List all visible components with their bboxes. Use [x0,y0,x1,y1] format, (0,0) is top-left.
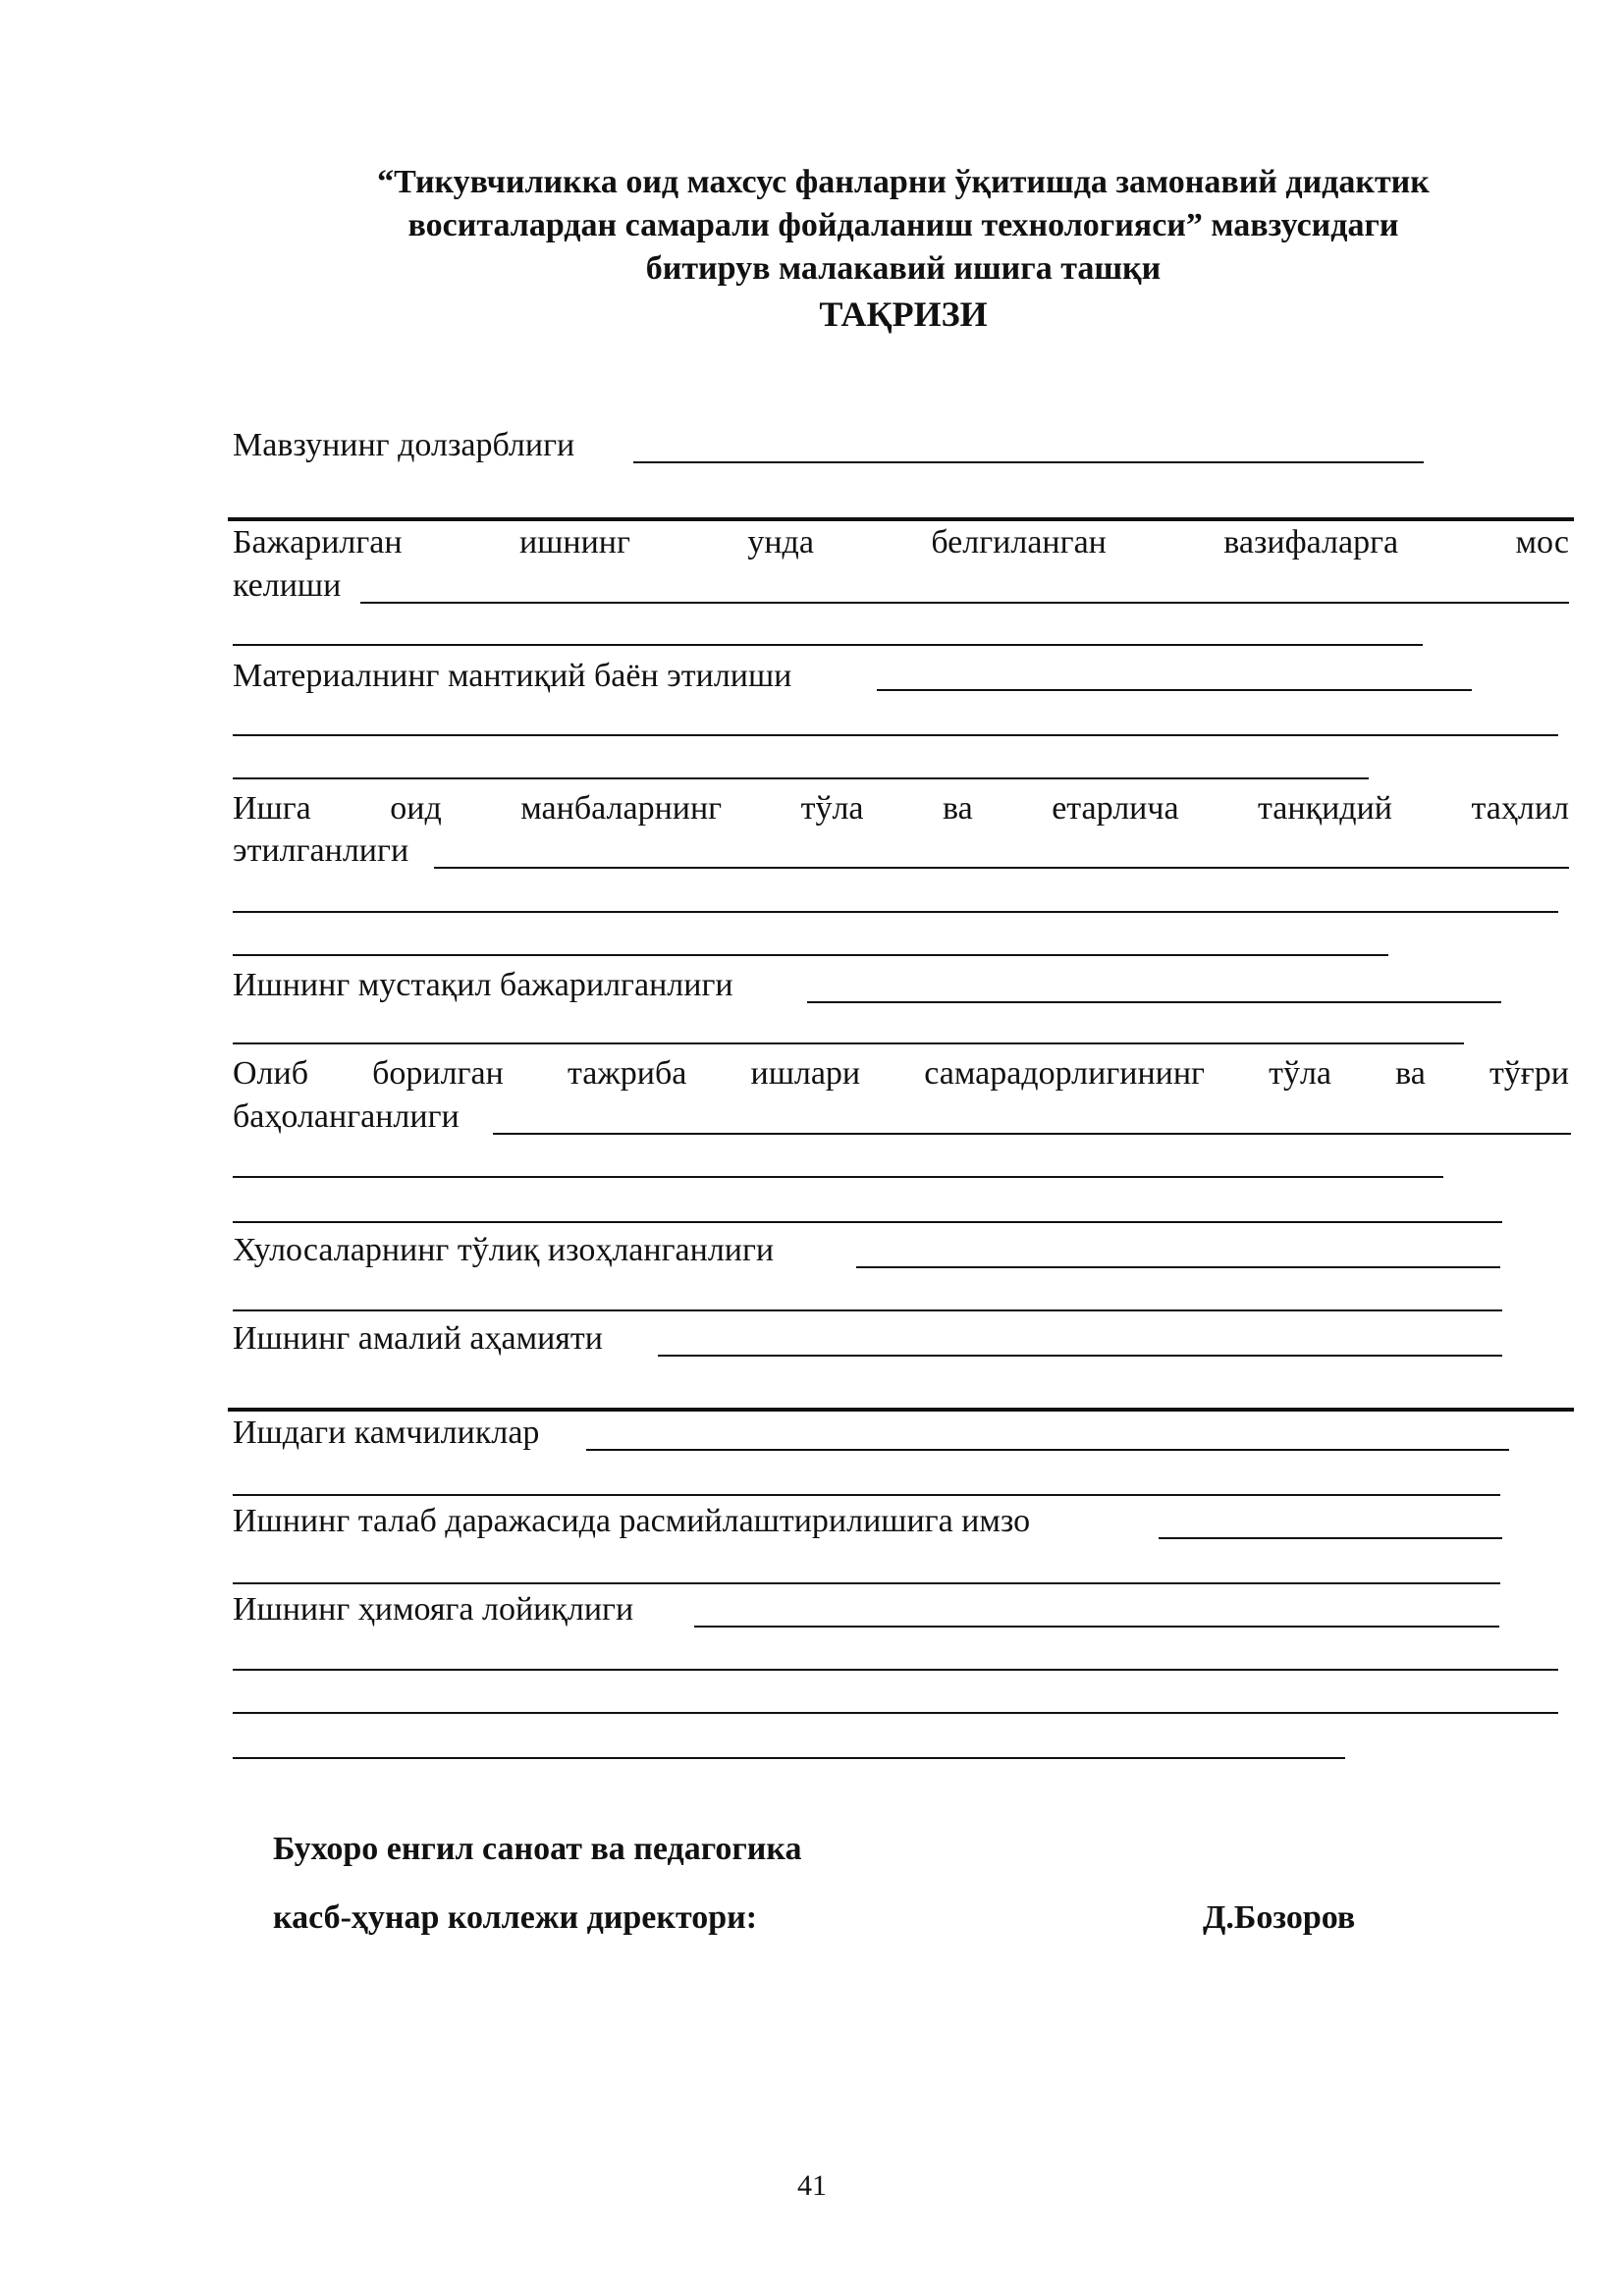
title-heading: ТАҚРИЗИ [819,294,988,334]
field-logic-line[interactable] [233,734,1558,736]
field-conclusions-line[interactable] [233,1309,1502,1311]
word: Олиб [233,1055,309,1092]
field-formatting-label: Ишнинг талаб даражасида расмийлаштирилишига имзо [233,1503,1031,1539]
field-experiment-label [233,1054,1569,1094]
field-sources-line[interactable] [233,954,1388,956]
word: тўла [1269,1055,1332,1092]
field-independence-line[interactable] [233,1042,1464,1044]
word: самарадорлигининг [924,1055,1205,1092]
field-relevance-line[interactable] [633,461,1424,463]
field-practical-label: Ишнинг амалий аҳамияти [233,1320,603,1357]
field-logic-line[interactable] [877,689,1472,691]
word: танқидий [1258,790,1392,827]
field-experiment-line[interactable] [233,1176,1443,1178]
field-practical-line[interactable] [658,1355,1502,1357]
field-tasks-cont: келиши [233,567,342,604]
field-relevance-label: Мавзунинг долзарблиги [233,427,575,463]
word: Бажарилган [233,524,403,561]
field-experiment-line[interactable] [233,1221,1502,1223]
word: мос [1515,524,1569,561]
field-tasks-label [233,523,1569,562]
field-defense-line[interactable] [694,1626,1499,1628]
field-formatting-line[interactable] [1159,1537,1502,1539]
word: борилган [372,1055,504,1092]
word: тўла [800,790,864,827]
field-experiment-line[interactable] [493,1133,1571,1135]
field-sources-line[interactable] [233,911,1558,913]
word: белгиланган [931,524,1107,561]
word: етарлича [1052,790,1179,827]
field-independence-label: Ишнинг мустақил бажарилганлиги [233,967,733,1003]
field-shortcomings-label: Ишдаги камчиликлар [233,1415,540,1451]
word: вазифаларга [1223,524,1399,561]
word: ишлари [750,1055,861,1092]
field-defense-line[interactable] [233,1757,1345,1759]
section-divider [228,517,1574,521]
word: тўғри [1489,1055,1569,1092]
field-logic-label: Материалнинг мантиқий баён этилиши [233,658,792,694]
word: оид [390,790,442,827]
field-sources-label [233,789,1569,828]
word: таҳлил [1471,790,1569,827]
field-shortcomings-line[interactable] [586,1449,1509,1451]
title-line-2: воситалардан самарали фойдаланиш технологияси” мавзусидаги [407,207,1399,243]
word: ишнинг [519,524,630,561]
field-tasks-line[interactable] [360,602,1569,604]
field-defense-line[interactable] [233,1712,1558,1714]
signature-line-2: касб-ҳунар коллежи директори: [273,1899,758,1936]
field-defense-line[interactable] [233,1669,1558,1671]
field-conclusions-line[interactable] [856,1266,1500,1268]
section-divider [228,1408,1574,1412]
word: ва [1395,1055,1426,1092]
word: тажриба [567,1055,687,1092]
field-conclusions-label: Хулосаларнинг тўлиқ изоҳланганлиги [233,1232,775,1268]
field-tasks-line[interactable] [233,644,1423,646]
field-experiment-cont: баҳоланганлиги [233,1098,460,1135]
field-defense-label: Ишнинг ҳимояга лойиқлиги [233,1591,634,1628]
signature-name: Д.Бозоров [1203,1899,1356,1936]
field-shortcomings-line[interactable] [233,1494,1500,1496]
field-logic-line[interactable] [233,777,1369,779]
word: унда [747,524,814,561]
page-number: 41 [797,2169,827,2202]
field-sources-cont: этилганлиги [233,832,409,869]
field-independence-line[interactable] [807,1001,1501,1003]
field-sources-line[interactable] [434,867,1569,869]
word: ва [943,790,973,827]
signature-line-1: Бухоро енгил саноат ва педагогика [273,1831,802,1867]
word: манбаларнинг [520,790,723,827]
title-line-3: битирув малакавий ишига ташқи [645,250,1162,287]
title-line-1: “Тикувчиликка оид махсус фанларни ўқитишда замонавий дидактик [377,164,1430,200]
field-formatting-line[interactable] [233,1582,1500,1584]
word: Ишга [233,790,311,827]
